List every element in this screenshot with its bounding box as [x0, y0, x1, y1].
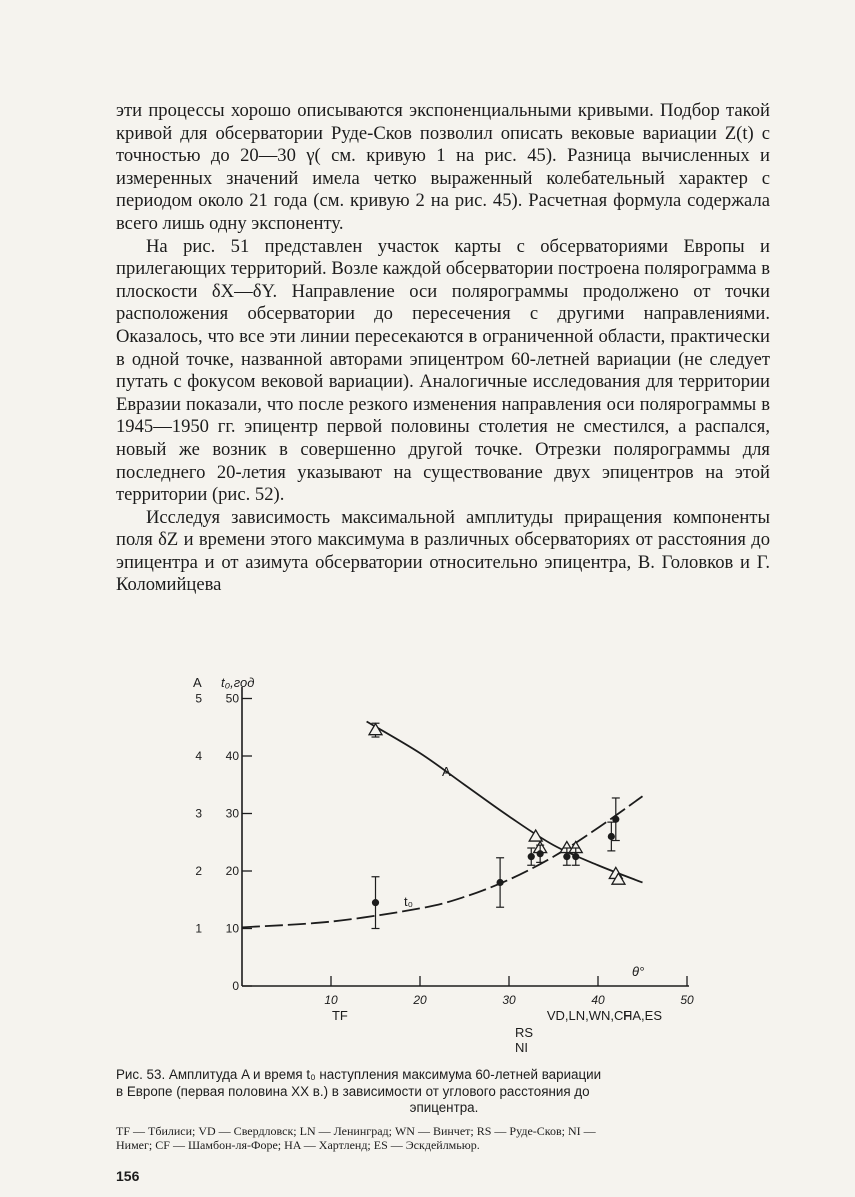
caption-line-3: эпицентра.	[409, 1100, 479, 1115]
series-t0-label: t₀	[404, 894, 414, 909]
x-tick-label: 40	[591, 993, 605, 1007]
station-label: TF	[331, 1008, 348, 1023]
body-text	[116, 100, 770, 597]
station-label-below-ni: NI	[515, 1040, 528, 1055]
curve-a	[367, 722, 643, 883]
x-tick-label: 20	[413, 993, 427, 1007]
t0-point-dot	[528, 853, 535, 860]
paragraph-3: Исследуя зависимость максимальной амплитуды приращения компоненты поля δZ и времени этого максимума в различных обсерваториях от расстояния до эпицентра и от азимута обсерватории относительно эпицентра, В. Головков и Г. Коломийцева	[116, 506, 770, 596]
y-tick-label-a: 5	[195, 691, 202, 706]
y-tick-label-t0: 20	[225, 864, 239, 878]
figure-legend	[116, 1124, 772, 1152]
caption-line-1: Рис. 53. Амплитуда A и время t₀ наступления максимума 60-летней вариации	[116, 1067, 602, 1082]
y-axis-t0-label: t₀,год	[221, 675, 255, 690]
t0-point-dot	[537, 850, 544, 857]
paragraph-2: На рис. 51 представлен участок карты с обсерваториями Европы и прилегающих территорий. Возле каждой обсерватории построена полярограмма в плоскости δX—δY. Направление оси полярограммы продолжено от точки расположения обсерватории до пересечения с другими направлениями. Оказалось, что все эти линии пересекаются в ограниченной области, практически в одной точке, названной авторами эпицентром 60-летней вариации (не следует путать с фокусом вековой вариации). Аналогичные исследования для территории Евразии показали, что после резкого изменения направления оси полярограммы в 1945—1950 гг. эпицентр первой половины столетия не сместился, а распался, новый же возник в совершенно другой точке. Отрезки полярограммы для последнего 20-летия указывают на существование двух эпицентров на этой территории (рис. 52).	[116, 235, 770, 506]
x-tick-label: 30	[502, 993, 516, 1007]
t0-point-dot	[497, 879, 504, 886]
station-label: HA,ES	[622, 1008, 663, 1023]
station-label: VD,LN,WN,CF	[546, 1008, 632, 1023]
series-a-label: A	[442, 764, 451, 779]
page-number: 156	[116, 1168, 140, 1184]
y-tick-label-t0: 50	[225, 691, 239, 706]
y-tick-label-a: 1	[195, 921, 202, 936]
y-tick-label-a: 3	[195, 806, 202, 821]
x-axis-label: θ°	[632, 964, 645, 979]
curve-t0	[242, 796, 643, 927]
legend-line-2: Нимег; CF — Шамбон-ля-Форе; HA — Хартленд; ES — Эскдейлмьюр.	[116, 1138, 480, 1152]
x-tick-label: 50	[680, 993, 694, 1007]
x-tick-label: 10	[324, 993, 338, 1007]
t0-point-dot	[572, 853, 579, 860]
y-tick-label-t0: 0	[232, 979, 239, 993]
t0-point-dot	[612, 816, 619, 823]
paragraph-1: эти процессы хорошо описываются экспоненциальными кривыми. Подбор такой кривой для обсерватории Руде-Сков позволил описать вековые вариации Z(t) с точностью до 20—30 γ( см. кривую 1 на рис. 45). Разница вычисленных и измеренных значений имела четко выраженный колебательный характер с периодом около 21 года (см. кривую 2 на рис. 45). Расчетная формула содержала всего лишь одну экспоненту.	[116, 100, 770, 234]
y-axis-a-label: A	[193, 675, 202, 690]
t0-point-dot	[372, 899, 379, 906]
figure-53	[180, 660, 720, 1060]
t0-point-dot	[608, 833, 615, 840]
t0-point-dot	[563, 853, 570, 860]
station-label-below-rs: RS	[515, 1025, 534, 1040]
y-tick-label-a: 2	[195, 864, 202, 878]
caption-line-2: в Европе (первая половина XX в.) в зависимости от углового расстояния до	[116, 1083, 590, 1099]
figure-caption	[116, 1067, 772, 1117]
legend-line-1: TF — Тбилиси; VD — Свердловск; LN — Ленинград; WN — Винчет; RS — Руде-Сков; NI —	[116, 1124, 596, 1138]
chart-svg	[180, 660, 720, 1060]
y-tick-label-t0: 30	[225, 806, 239, 821]
y-tick-label-t0: 10	[225, 921, 239, 936]
y-tick-label-t0: 40	[225, 749, 239, 763]
y-tick-label-a: 4	[195, 749, 202, 763]
